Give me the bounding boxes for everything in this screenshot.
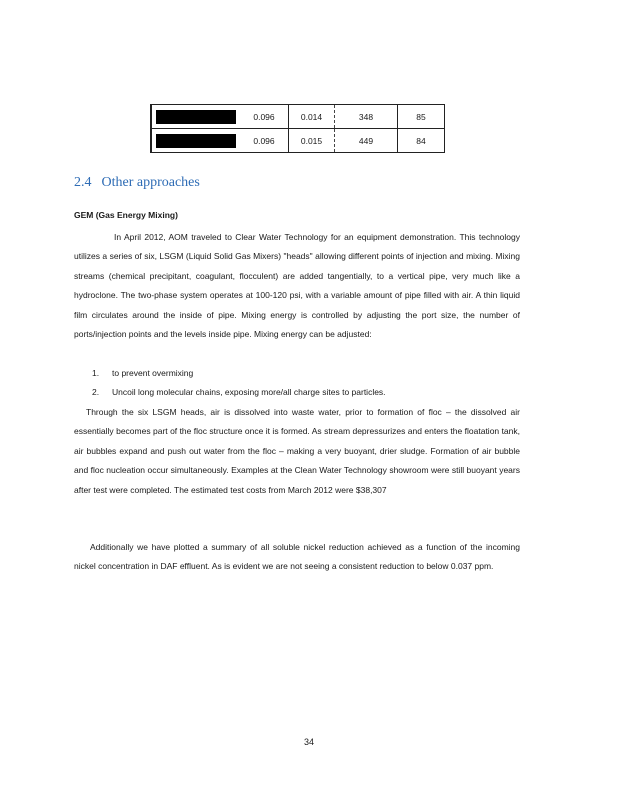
list-item [74, 364, 386, 383]
list-text: Uncoil long molecular chains, exposing more/all charge sites to particles. [112, 387, 386, 398]
list-number: 1. [92, 368, 100, 378]
page-number: 34 [303, 737, 314, 747]
redacted-cell [151, 105, 240, 129]
list-item [74, 383, 386, 402]
table-cell: 449 [335, 129, 398, 153]
section-heading [74, 175, 200, 191]
redacted-cell [151, 129, 240, 153]
list-text: to prevent overmixing [112, 368, 194, 378]
numbered-list [74, 364, 386, 403]
data-table-fragment [150, 104, 445, 153]
paragraph: Additionally we have plotted a summary of all soluble nickel reduction achieved as a function of the incoming nickel concentration in DAF effluent. As is evident we are not seeing a consistent reduction to below 0.037 ppm. [74, 542, 520, 572]
table-cell: 0.096 [240, 105, 289, 129]
section-title: Other approaches [101, 175, 200, 190]
table-cell: 84 [398, 129, 445, 153]
redaction-bar [156, 110, 236, 124]
table-row [151, 105, 445, 129]
table-cell: 348 [335, 105, 398, 129]
table-cell: 85 [398, 105, 445, 129]
list-number: 2. [92, 387, 100, 398]
paragraph: In April 2012, AOM traveled to Clear Water Technology for an equipment demonstration. This technology utilizes a series of six, LSGM (Liquid Solid Gas Mixers) "heads" allowing different points of injection and mixing. Mixing streams (chemical precipitant, coagulant, flocculent) are added tangentially, to a vertical pipe, very much like a hydroclone. The two-phase system operates at 100-120 psi, with a variable amount of pipe filled with air. A thin liquid film circulates around the inside of pipe. Mixing energy is controlled by adjusting the port size, the number of ports/injection points and the levels inside pipe. Mixing energy can be adjusted: [74, 232, 520, 340]
table-cell: 0.014 [289, 105, 335, 129]
table-cell: 0.096 [240, 129, 289, 153]
paragraph: Through the six LSGM heads, air is dissolved into waste water, prior to formation of floc – the dissolved air essentially becomes part of the floc structure once it is formed. As stream depressurizes and enters the floatation tank, air bubbles expand and push out water from the floc – making a very buoyant, drier sludge. Formation of air bubble and floc nucleation occur simultaneously. Examples at the Clean Water Technology showroom were still buoyant years after test were completed. The estimated test costs from March 2012 were $38,307 [74, 407, 520, 495]
subheading: GEM (Gas Energy Mixing) [74, 210, 178, 220]
section-number: 2.4 [74, 175, 92, 190]
table-row [151, 129, 445, 153]
table-cell: 0.015 [289, 129, 335, 153]
redaction-bar [156, 134, 236, 148]
